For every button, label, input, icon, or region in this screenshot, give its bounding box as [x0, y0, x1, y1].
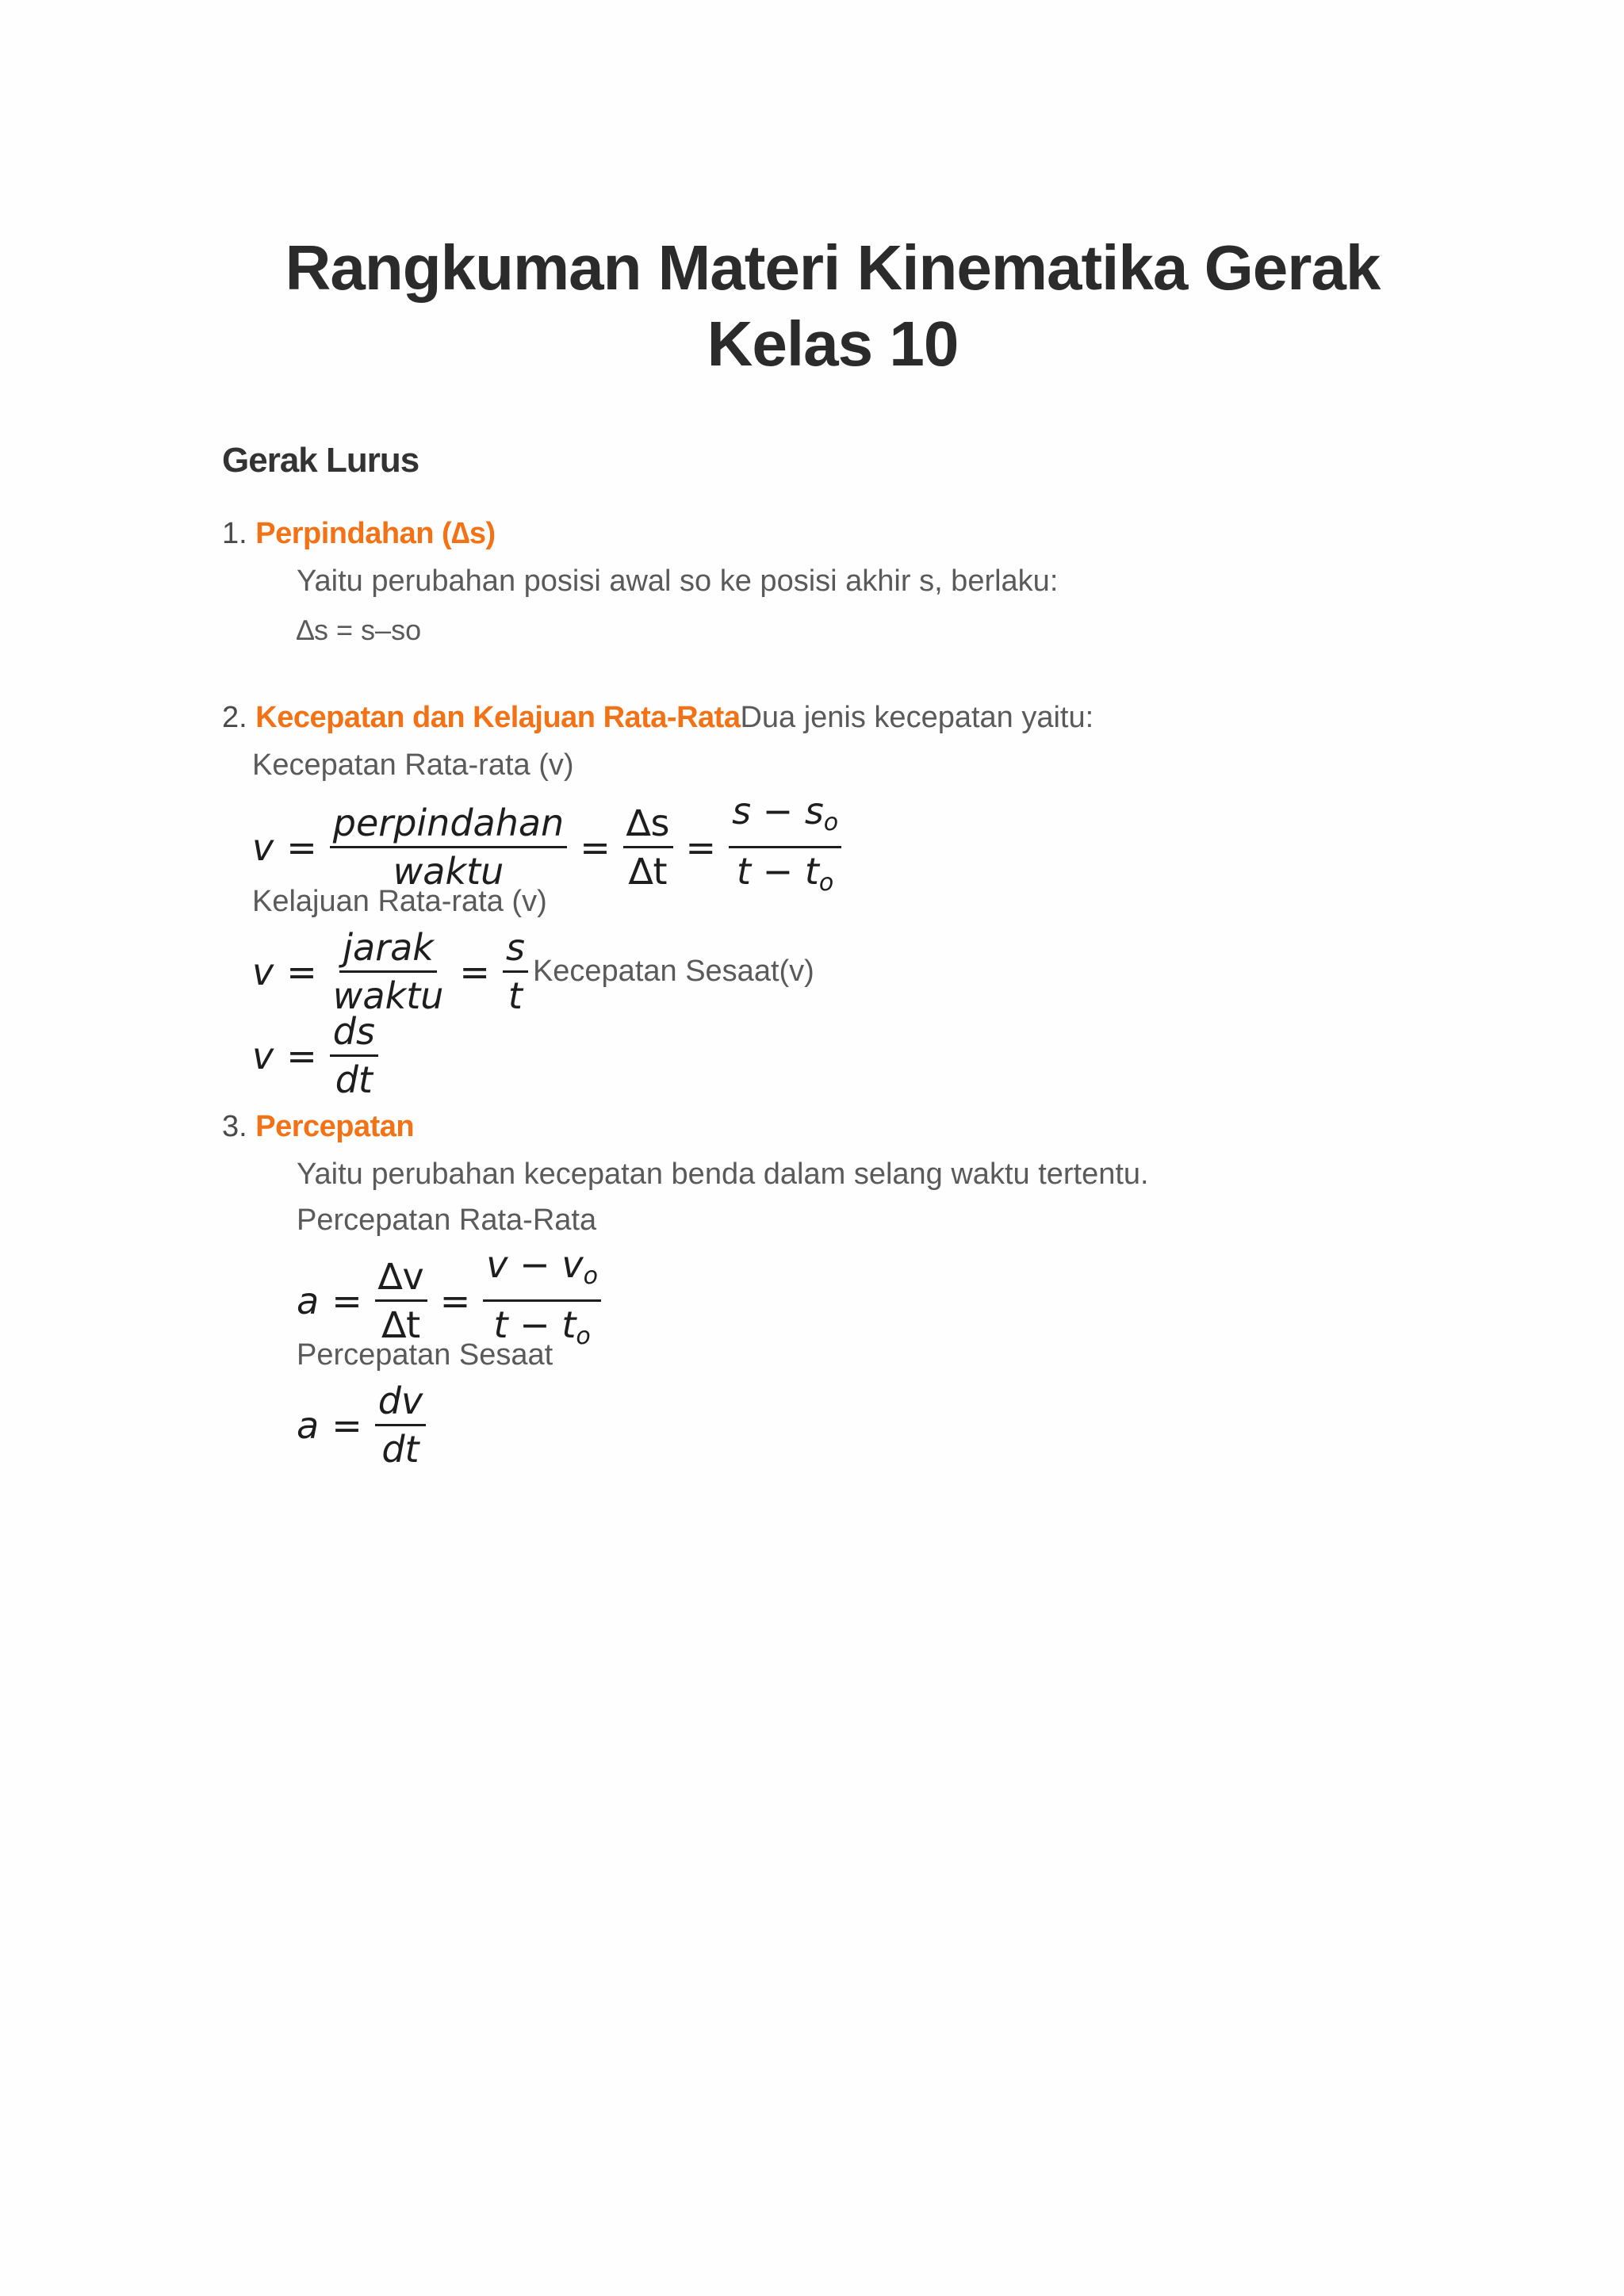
denominator: $t - t_o$ [736, 850, 834, 897]
equals-sign: = [439, 1279, 471, 1322]
instant-accel-formula [297, 1378, 426, 1472]
numerator: perpindahan [330, 800, 567, 848]
denominator: waktu [393, 850, 504, 893]
denominator: waktu [332, 974, 444, 1017]
numerator: dv [375, 1378, 426, 1426]
numerator: jarak [339, 924, 437, 973]
instant-accel-label: Percepatan Sesaat [297, 1338, 553, 1372]
avg-velocity-label: Kecepatan Rata-rata (v) [252, 748, 574, 782]
item-description: Yaitu perubahan posisi awal so ke posisi akhir s, berlaku: [297, 564, 1059, 598]
denominator: dt [381, 1428, 419, 1471]
numerator: $v - v_o$ [483, 1242, 601, 1302]
displacement-formula: ∆s = s–so [297, 614, 422, 646]
numerator: s [503, 924, 528, 973]
equals-sign: = [685, 825, 717, 869]
equals-sign: = [331, 1403, 362, 1447]
item-description: Yaitu perubahan kecepatan benda dalam selang waktu tertentu. [297, 1158, 1149, 1191]
var-v: v [252, 950, 274, 993]
fraction [330, 1008, 378, 1103]
equals-sign: = [580, 825, 611, 869]
equals-sign: = [459, 950, 490, 993]
equals-sign: = [286, 950, 317, 993]
list-item-2-heading [222, 701, 1094, 735]
fraction [330, 924, 447, 1019]
instant-velocity-label: Kecepatan Sesaat(v) [532, 955, 814, 988]
numerator: $s - s_o$ [729, 788, 841, 848]
avg-accel-label: Percepatan Rata-Rata [297, 1203, 597, 1237]
numerator: ∆v [375, 1253, 427, 1302]
list-item-1-heading [222, 517, 496, 551]
item-heading: Perpindahan (∆s) [255, 517, 496, 550]
fraction [503, 924, 528, 1019]
fraction [375, 1378, 426, 1472]
fraction [330, 800, 567, 894]
section-heading: Gerak Lurus [222, 441, 419, 480]
numerator: ∆s [623, 800, 673, 848]
denominator: ∆t [628, 850, 668, 893]
list-number: 3. [222, 1110, 247, 1143]
list-number: 1. [222, 517, 247, 550]
item-heading: Kecepatan dan Kelajuan Rata-Rata [255, 701, 741, 734]
denominator: t [508, 974, 523, 1017]
fraction [623, 800, 673, 894]
list-item-3-heading [222, 1110, 414, 1144]
var-a: a [297, 1279, 320, 1322]
var-v: v [252, 1034, 274, 1077]
avg-speed-formula [252, 924, 814, 1019]
fraction [375, 1253, 427, 1348]
avg-speed-label: Kelajuan Rata-rata (v) [252, 885, 547, 918]
var-v: v [252, 825, 274, 869]
denominator: $t - t_o$ [493, 1303, 591, 1350]
denominator: dt [335, 1058, 373, 1101]
fraction [729, 788, 841, 906]
equals-sign: = [286, 1034, 317, 1077]
numerator: ds [330, 1008, 378, 1057]
equals-sign: = [286, 825, 317, 869]
equals-sign: = [331, 1279, 362, 1322]
list-number: 2. [222, 701, 247, 734]
denominator: ∆t [381, 1303, 421, 1346]
item-heading-suffix: Dua jenis kecepatan yaitu: [740, 701, 1094, 734]
instant-velocity-formula [252, 1008, 378, 1103]
page-title: Rangkuman Materi Kinematika Gerak Kelas 10 [285, 232, 1381, 379]
item-heading: Percepatan [255, 1110, 415, 1143]
var-a: a [297, 1403, 320, 1447]
